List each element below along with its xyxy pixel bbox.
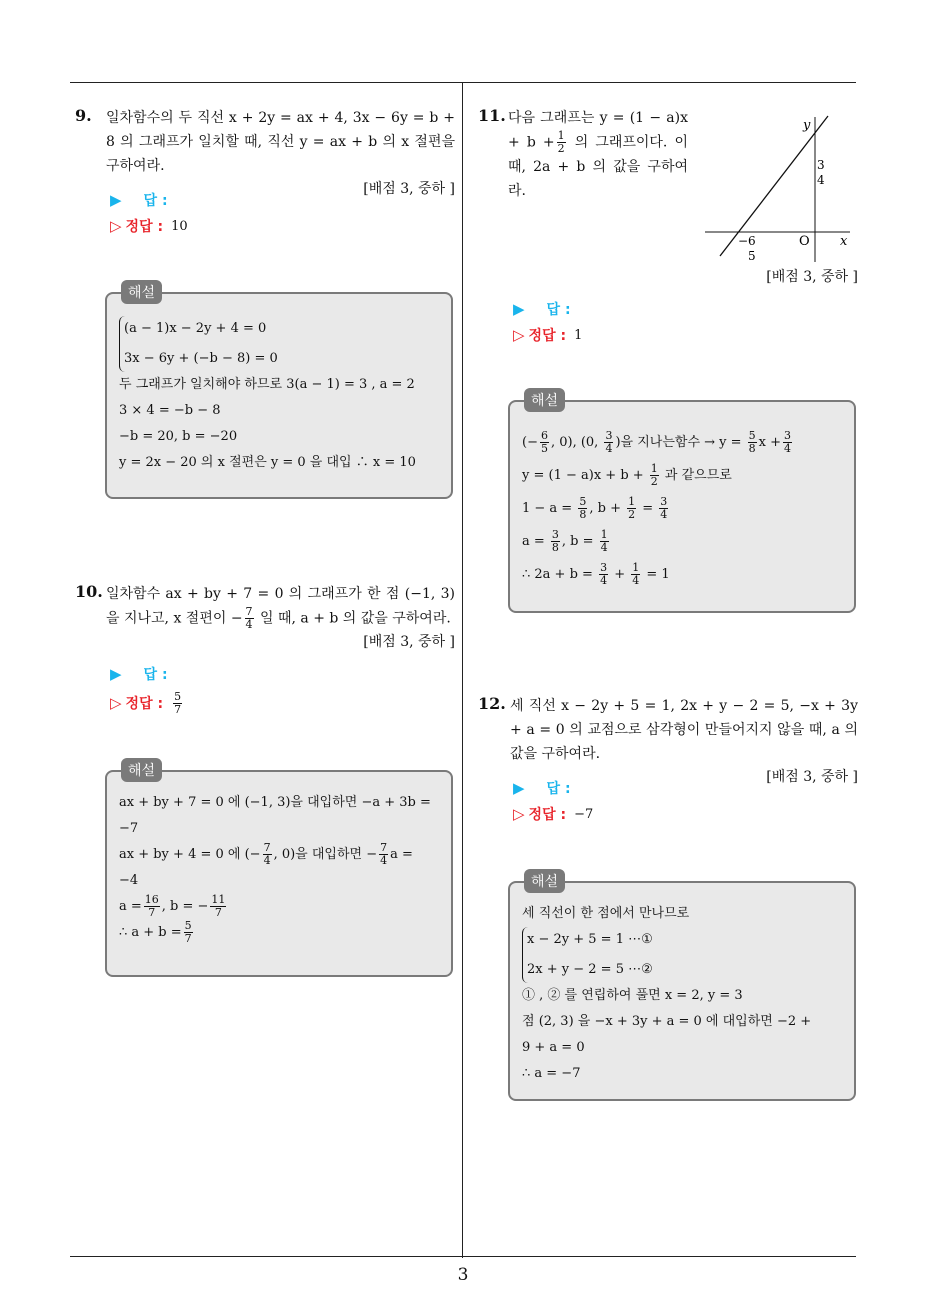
problem-meta: [배점 3, 중하 ] [766, 269, 858, 285]
correct-label: 정답 : [125, 696, 164, 712]
explanation-tag: 해설 [524, 869, 565, 893]
answer-label: 답 : [546, 302, 571, 318]
problem-meta: [배점 3, 중하 ] [363, 181, 455, 197]
y-intercept-den: 4 [817, 173, 825, 187]
answer-block-10 [110, 661, 184, 719]
problem-text: 일차함수의 두 직선 x + 2y = ax + 4, 3x − 6y = b + 8 의 그래프가 일치할 때, 직선 y = ax + b 의 x 절편을 구하여라. [106, 110, 455, 174]
y-intercept-num: 3 [817, 158, 825, 172]
answer-label: 답 : [546, 781, 571, 797]
solution-line: ax + by + 7 = 0 에 (−1, 3)을 대입하면 −a + 3b = [119, 795, 431, 810]
x-intercept-num: 6 [748, 234, 756, 248]
solution-line: −7 [119, 821, 139, 836]
explanation-tag: 해설 [121, 280, 162, 304]
x-axis-label: x [840, 234, 848, 249]
page-number: 3 [457, 1265, 469, 1285]
explanation-tag: 해설 [121, 758, 162, 782]
top-rule [70, 82, 856, 83]
solution-line: 두 그래프가 일치해야 하므로 3(a − 1) = 3 , a = 2 [119, 377, 415, 392]
problem-meta: [배점 3, 중하 ] [766, 769, 858, 785]
problem-12 [478, 694, 858, 786]
explanation-tag: 해설 [524, 388, 565, 412]
problem-number: 11. [478, 106, 506, 125]
problem-9 [75, 106, 455, 198]
answer-label: 답 : [143, 193, 168, 209]
solution-line: ① , ② 를 연립하여 풀면 x = 2, y = 3 [522, 988, 743, 1003]
problem-11 [478, 106, 688, 203]
correct-answer: 10 [171, 218, 188, 234]
solution-line: 3 × 4 = −b − 8 [119, 403, 221, 418]
solution-line: ∴ a = −7 [522, 1066, 581, 1081]
equation-system [119, 316, 278, 372]
x-intercept-den: 5 [748, 249, 756, 263]
solution-line: ∴ 2a + b = $\frac{3}{4}$ + $\frac{1}{4}$ = 1 [522, 561, 670, 587]
correct-label: 정답 : [125, 219, 164, 235]
play-icon: ▶ [110, 665, 122, 683]
y-axis-label: y [803, 118, 811, 133]
correct-answer: −7 [574, 806, 594, 822]
line-graph [700, 112, 860, 264]
equation-system [522, 927, 653, 983]
solution-line: (− $\frac{6}{5}$ , 0), (0, $\frac{3}{4}$ )을 지나는함수 → y = $\frac{5}{8}$ x + $\frac{3}{4}$ [522, 429, 792, 455]
solution-line: 9 + a = 0 [522, 1040, 585, 1055]
problem-number: 10. [75, 582, 103, 601]
solution-line: ∴ a + b = $\frac{5}{7}$ [119, 919, 192, 945]
solution-line: ax + by + 4 = 0 에 (− $\frac{7}{4}$ , 0)을 대입하면 − $\frac{7}{4}$ a = [119, 841, 413, 867]
solution-line: y = (1 − a)x + b + $\frac{1}{2}$ 과 같으므로 [522, 462, 732, 488]
problem-number: 12. [478, 694, 506, 713]
problem-text: 세 직선 x − 2y + 5 = 1, 2x + y − 2 = 5, −x + 3y + a = 0 의 교점으로 삼각형이 만들어지지 않을 때, a 의 값을 구하여라. [510, 698, 858, 762]
play-icon: ▶ [513, 779, 525, 797]
solution-line: 세 직선이 한 점에서 만나므로 [522, 906, 690, 921]
equation: 2x + y − 2 = 5 ⋯② [527, 962, 653, 977]
play-outline-icon: ▷ [110, 694, 122, 712]
origin-label: O [799, 234, 810, 249]
x-intercept-sign: − [738, 234, 749, 248]
play-icon: ▶ [110, 191, 122, 209]
solution-line: a = $\frac{3}{8}$ , b = $\frac{1}{4}$ [522, 528, 608, 554]
explanation-box-11 [508, 393, 856, 613]
text-part: 일 때, a + b 의 값을 구하여라. [255, 610, 451, 627]
solution-line: a = $\frac{16}{7}$ , b = − $\frac{11}{7}$ [119, 893, 226, 919]
explanation-box-9 [105, 285, 453, 499]
solution-line: y = 2x − 20 의 x 절편은 y = 0 을 대입 ∴ x = 10 [119, 455, 416, 470]
correct-label: 정답 : [528, 807, 567, 823]
correct-answer: $\frac{5}{7}$ [174, 689, 182, 716]
problem-10 [75, 582, 455, 651]
answer-block-12 [513, 775, 593, 827]
play-outline-icon: ▷ [513, 805, 525, 823]
column-divider [462, 82, 463, 1258]
explanation-box-12 [508, 874, 856, 1101]
answer-block-9 [110, 187, 188, 239]
problem-text: 다음 그래프는 y = (1 − a)x + b + $\frac{1}{2}$ 의 그래프이다. 이때, 2a + b 의 값을 구하여라. [508, 110, 688, 199]
play-icon: ▶ [513, 300, 525, 318]
solution-line: 1 − a = $\frac{5}{8}$ , b + $\frac{1}{2}$ = $\frac{3}{4}$ [522, 495, 668, 521]
equation: x − 2y + 5 = 1 ⋯① [527, 932, 653, 947]
answer-label: 답 : [143, 667, 168, 683]
play-outline-icon: ▷ [110, 217, 122, 235]
correct-answer: 1 [574, 327, 583, 343]
answer-block-11 [513, 296, 582, 348]
solution-line: −4 [119, 873, 139, 888]
correct-label: 정답 : [528, 328, 567, 344]
problem-meta: [배점 3, 중하 ] [363, 634, 455, 650]
solution-line: −b = 20, b = −20 [119, 429, 238, 444]
bottom-rule [70, 1256, 856, 1257]
play-outline-icon: ▷ [513, 326, 525, 344]
explanation-box-10 [105, 763, 453, 977]
solution-line: 점 (2, 3) 을 −x + 3y + a = 0 에 대입하면 −2 + [522, 1014, 812, 1029]
equation: 3x − 6y + (−b − 8) = 0 [124, 351, 278, 366]
text-part: 일차함수 ax + by + 7 = 0 의 그래프가 한 점 (−1, 3) 을 지나고, x 절편이 − [106, 586, 455, 627]
fraction: $\frac{7}{4}$ [245, 605, 253, 631]
problem-number: 9. [75, 106, 92, 125]
problem-text [106, 582, 455, 631]
equation: (a − 1)x − 2y + 4 = 0 [124, 321, 267, 336]
